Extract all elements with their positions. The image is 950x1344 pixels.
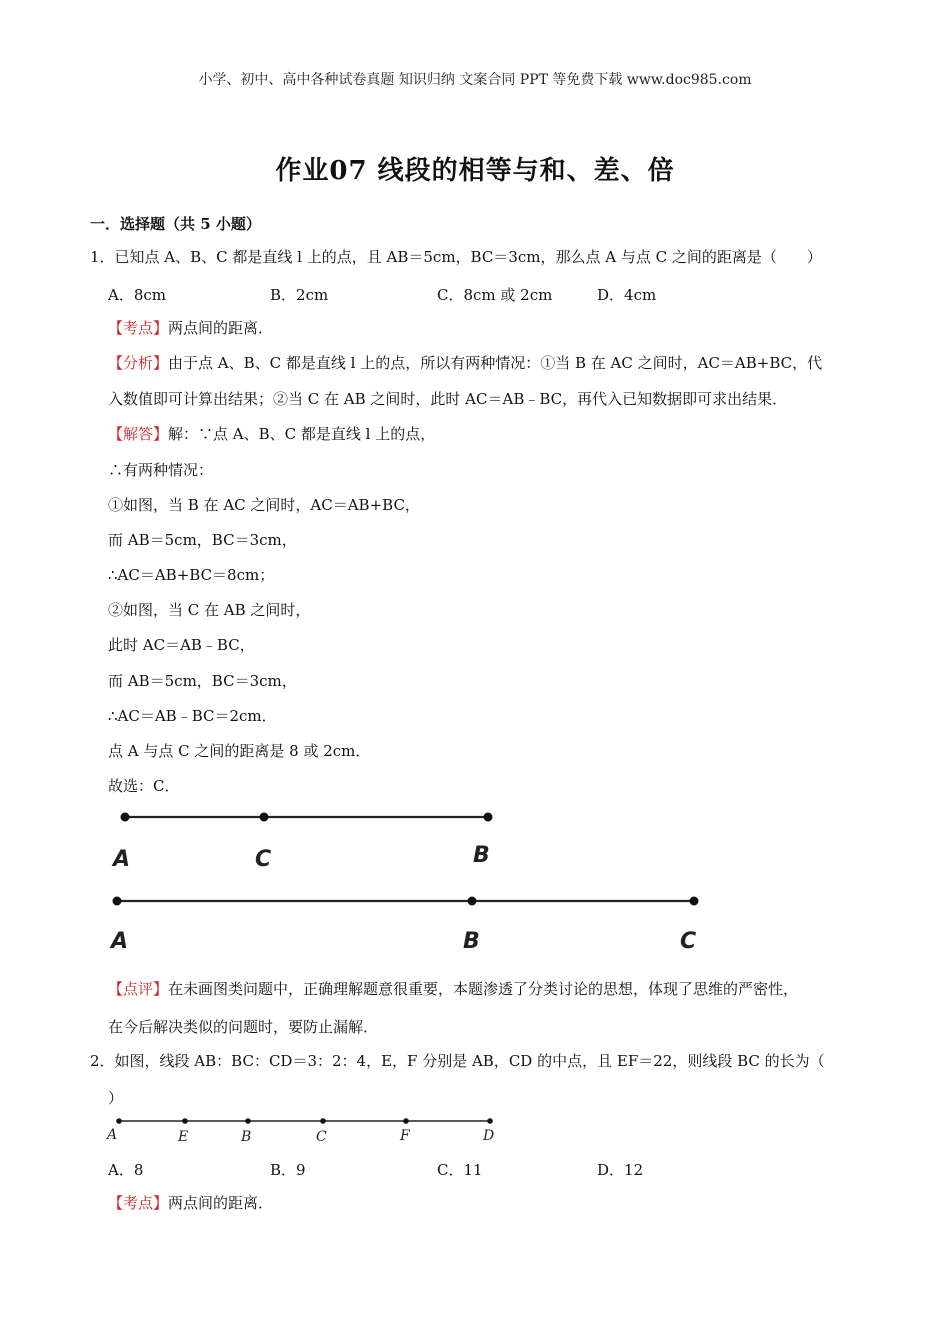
- kaodian-text: 两点间的距离．: [168, 319, 274, 337]
- point-a: [113, 897, 122, 906]
- fenxi-tag: 【分析】: [108, 354, 169, 372]
- label-c: C: [680, 929, 697, 954]
- label-a: A: [111, 929, 129, 954]
- solution-step: 而 AB＝5cm，BC＝3cm，: [108, 531, 297, 549]
- q2-option-a: A．8: [108, 1161, 144, 1179]
- q1-option-a: A．8cm: [108, 286, 167, 304]
- solution-step: ∴AC＝AB+BC＝8cm；: [108, 566, 275, 584]
- dianping-tag: 【点评】: [108, 980, 169, 998]
- point-c: [690, 897, 699, 906]
- dianping-text: 在未画图类问题中，正确理解题意很重要，本题渗透了分类讨论的思想，体现了思维的严密性，: [168, 980, 799, 998]
- solution-step: ①如图，当 B 在 AC 之间时，AC＝AB+BC，: [108, 496, 420, 514]
- point-a: [116, 1118, 122, 1124]
- point-a: [121, 813, 130, 822]
- q2-kaodian: [108, 1193, 273, 1213]
- solution-step: ∴AC＝AB﹣BC＝2cm．: [108, 707, 277, 725]
- point-e: [182, 1118, 188, 1124]
- page-header: 小学、初中、高中各种试卷真题 知识归纳 文案合同 PPT 等免费下载 www.doc985.com: [198, 72, 752, 88]
- q1-dianping: [108, 979, 798, 999]
- point-c: [260, 813, 269, 822]
- q1-fenxi-cont: 入数值即可计算出结果；②当 C 在 AB 之间时，此时 AC＝AB﹣BC，再代入已知数据即可求出结果．: [108, 390, 788, 408]
- kaodian-tag: 【考点】: [108, 319, 169, 337]
- label-a: A: [107, 1127, 118, 1143]
- q1-option-b: B．2cm: [270, 286, 329, 304]
- label-c: C: [255, 847, 272, 872]
- label-e: E: [178, 1129, 189, 1145]
- solution-step: 而 AB＝5cm，BC＝3cm，: [108, 672, 297, 690]
- point-b: [245, 1118, 251, 1124]
- q1-option-d: D．4cm: [597, 286, 657, 304]
- label-f: F: [400, 1128, 410, 1144]
- q2-option-d: D．12: [597, 1161, 644, 1179]
- jieda-tag: 【解答】: [108, 425, 169, 443]
- solution-step: ②如图，当 C 在 AB 之间时，: [108, 601, 311, 619]
- q2-stem-cont: ）: [108, 1089, 124, 1107]
- q1-option-c: C．8cm 或 2cm: [437, 286, 553, 304]
- fenxi-text: 由于点 A、B、C 都是直线 l 上的点，所以有两种情况：①当 B 在 AC 之间时，AC＝AB+BC，代: [168, 354, 823, 372]
- solution-step: 点 A 与点 C 之间的距离是 8 或 2cm．: [108, 742, 371, 760]
- kaodian-text: 两点间的距离．: [168, 1194, 274, 1212]
- label-c: C: [316, 1129, 327, 1145]
- point-c: [320, 1118, 326, 1124]
- q1-dianping-cont: 在今后解决类似的问题时，要防止漏解．: [108, 1018, 379, 1036]
- section-heading: 一．选择题（共 5 小题）: [90, 215, 261, 233]
- kaodian-tag: 【考点】: [108, 1194, 169, 1212]
- point-f: [403, 1118, 409, 1124]
- solution-step: 故选：C．: [108, 777, 180, 795]
- q2-option-b: B．9: [270, 1161, 306, 1179]
- solution-step: ∴有两种情况：: [108, 461, 214, 479]
- point-b: [468, 897, 477, 906]
- label-b: B: [463, 929, 480, 954]
- point-b: [484, 813, 493, 822]
- q2-option-c: C．11: [437, 1161, 483, 1179]
- label-b: B: [241, 1129, 252, 1145]
- label-a: A: [113, 847, 131, 872]
- label-d: D: [483, 1128, 495, 1144]
- q1-stem: 1．已知点 A、B、C 都是直线 l 上的点，且 AB＝5cm，BC＝3cm，那么点 A 与点 C 之间的距离是（ ）: [90, 248, 822, 266]
- q2-stem: 2．如图，线段 AB：BC：CD＝3：2：4，E，F 分别是 AB，CD 的中点，且 EF＝22，则线段 BC 的长为（: [90, 1052, 825, 1070]
- page-title: 作业07 线段的相等与和、差、倍: [275, 156, 675, 186]
- jieda-text: 解：∵点 A、B、C 都是直线 l 上的点，: [168, 425, 436, 443]
- label-b: B: [473, 843, 490, 868]
- solution-step: 此时 AC＝AB﹣BC，: [108, 636, 255, 654]
- point-d: [487, 1118, 493, 1124]
